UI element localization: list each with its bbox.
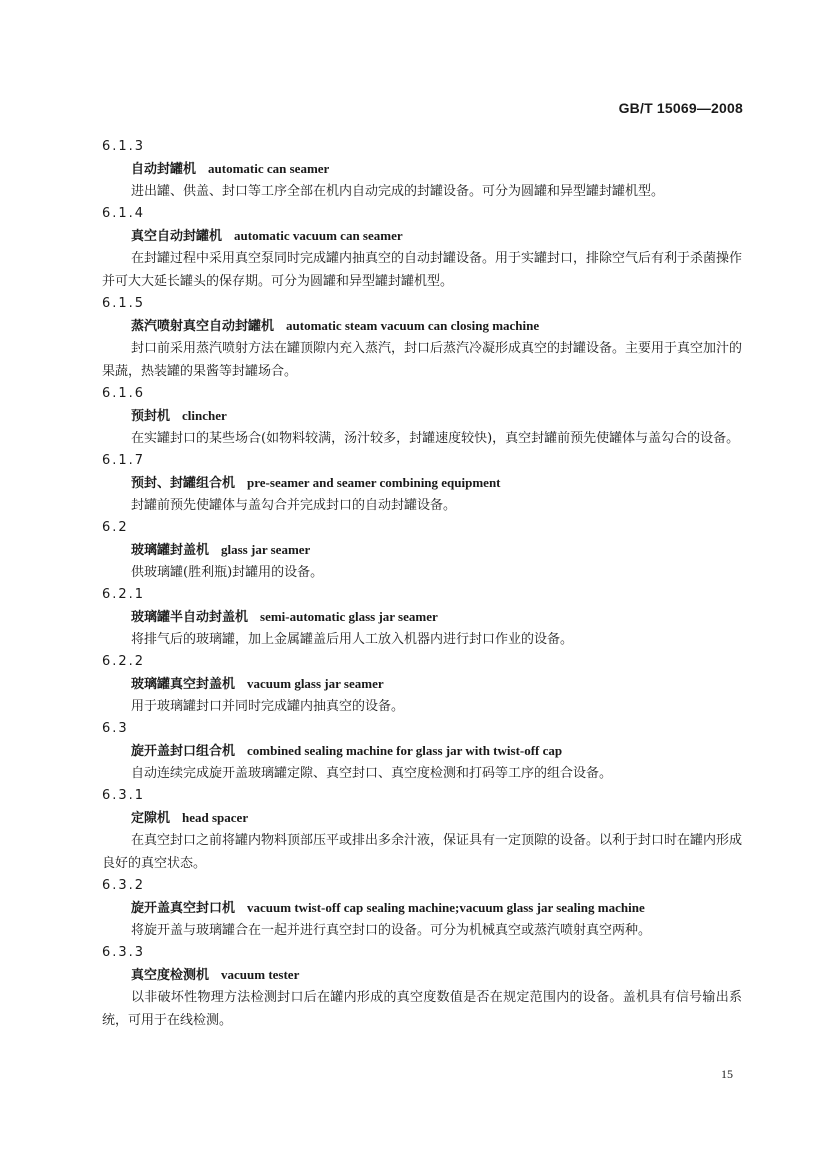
term-en: combined sealing machine for glass jar with twist-off cap	[247, 743, 563, 758]
entry-term	[102, 315, 742, 337]
term-zh: 预封机	[131, 409, 171, 424]
document-body	[102, 136, 742, 1032]
term-en: automatic can seamer	[208, 161, 330, 176]
term-en: clincher	[182, 408, 227, 423]
entry-definition: 将旋开盖与玻璃罐合在一起并进行真空封口的设备。可分为机械真空或蒸汽喷射真空两种。	[131, 923, 652, 938]
entry-6-1-3	[102, 136, 742, 203]
entry-definition: 以非破坏性物理方法检测封口后在罐内形成的真空度数值是否在规定范围内的设备。盖机具有信号输出系统，可用于在线检测。	[102, 990, 742, 1028]
entry-definition: 用于玻璃罐封口并同时完成罐内抽真空的设备。	[131, 699, 405, 714]
term-en: vacuum glass jar seamer	[247, 676, 384, 691]
term-en: glass jar seamer	[221, 542, 311, 557]
entry-6-1-6	[102, 383, 742, 450]
entry-6-3	[102, 718, 742, 785]
entry-number: 6.2.2	[102, 654, 146, 669]
term-zh: 预封、封罐组合机	[131, 476, 236, 491]
entry-number: 6.1.3	[102, 139, 146, 154]
term-en: vacuum tester	[221, 967, 300, 982]
entry-definition: 封口前采用蒸汽喷射方法在罐顶隙内充入蒸汽，封口后蒸汽冷凝形成真空的封罐设备。主要用于真空加汁的果蔬，热装罐的果酱等封罐场合。	[102, 341, 743, 379]
term-en: head spacer	[182, 810, 249, 825]
entry-definition: 在封罐过程中采用真空泵同时完成罐内抽真空的自动封罐设备。用于实罐封口，排除空气后有利于杀菌操作并可大大延长罐头的保存期。可分为圆罐和异型罐封罐机型。	[102, 251, 743, 289]
entry-definition: 封罐前预先使罐体与盖勾合并完成封口的自动封罐设备。	[131, 498, 457, 513]
entry-term	[102, 472, 742, 494]
entry-6-2-1	[102, 584, 742, 651]
entry-number: 6.1.5	[102, 296, 146, 311]
entry-definition: 进出罐、供盖、封口等工序全部在机内自动完成的封罐设备。可分为圆罐和异型罐封罐机型。	[131, 184, 665, 199]
term-zh: 玻璃罐半自动封盖机	[131, 610, 249, 625]
entry-number: 6.1.7	[102, 453, 146, 468]
standard-code: GB/T 15069—2008	[618, 100, 743, 116]
term-zh: 自动封罐机	[131, 162, 197, 177]
entry-number: 6.2	[102, 520, 129, 535]
term-en: semi-automatic glass jar seamer	[260, 609, 438, 624]
entry-6-1-4	[102, 203, 742, 293]
entry-6-1-7	[102, 450, 742, 517]
entry-number: 6.1.4	[102, 206, 146, 221]
term-zh: 真空度检测机	[131, 968, 210, 983]
entry-6-3-2	[102, 875, 742, 942]
entry-number: 6.3.3	[102, 945, 146, 960]
entry-6-3-1	[102, 785, 742, 875]
entry-definition: 自动连续完成旋开盖玻璃罐定隙、真空封口、真空度检测和打码等工序的组合设备。	[131, 766, 613, 781]
entry-term	[102, 606, 742, 628]
term-zh: 蒸汽喷射真空自动封罐机	[131, 319, 275, 334]
entry-number: 6.3	[102, 721, 129, 736]
entry-number: 6.3.2	[102, 878, 146, 893]
entry-term	[102, 897, 742, 919]
term-zh: 旋开盖真空封口机	[131, 901, 236, 916]
entry-term	[102, 158, 742, 180]
term-en: automatic steam vacuum can closing machine	[286, 318, 540, 333]
entry-term	[102, 225, 742, 247]
entry-term	[102, 740, 742, 762]
entry-definition: 供玻璃罐(胜利瓶)封罐用的设备。	[131, 565, 324, 580]
entry-term	[102, 405, 742, 427]
term-zh: 定隙机	[131, 811, 171, 826]
term-en: vacuum twist-off cap sealing machine;vacuum glass jar sealing machine	[247, 900, 645, 915]
entry-term	[102, 673, 742, 695]
entry-6-2-2	[102, 651, 742, 718]
entry-term	[102, 539, 742, 561]
term-zh: 真空自动封罐机	[131, 229, 223, 244]
entry-definition: 将排气后的玻璃罐，加上金属罐盖后用人工放入机器内进行封口作业的设备。	[131, 632, 574, 647]
term-zh: 玻璃罐封盖机	[131, 543, 210, 558]
page-number: 15	[721, 1067, 733, 1081]
term-zh: 旋开盖封口组合机	[131, 744, 236, 759]
term-zh: 玻璃罐真空封盖机	[131, 677, 236, 692]
entry-term	[102, 807, 742, 829]
entry-number: 6.1.6	[102, 386, 146, 401]
entry-number: 6.2.1	[102, 587, 146, 602]
term-en: pre-seamer and seamer combining equipment	[247, 475, 501, 490]
entry-number: 6.3.1	[102, 788, 146, 803]
entry-definition: 在真空封口之前将罐内物料顶部压平或排出多余汁液，保证具有一定顶隙的设备。以利于封口时在罐内形成良好的真空状态。	[102, 833, 743, 871]
entry-term	[102, 964, 742, 986]
term-en: automatic vacuum can seamer	[234, 228, 403, 243]
entry-6-2	[102, 517, 742, 584]
entry-6-3-3	[102, 942, 742, 1032]
entry-definition: 在实罐封口的某些场合(如物料较满，汤汁较多，封罐速度较快)，真空封罐前预先使罐体与盖勾合的设备。	[131, 431, 740, 446]
entry-6-1-5	[102, 293, 742, 383]
